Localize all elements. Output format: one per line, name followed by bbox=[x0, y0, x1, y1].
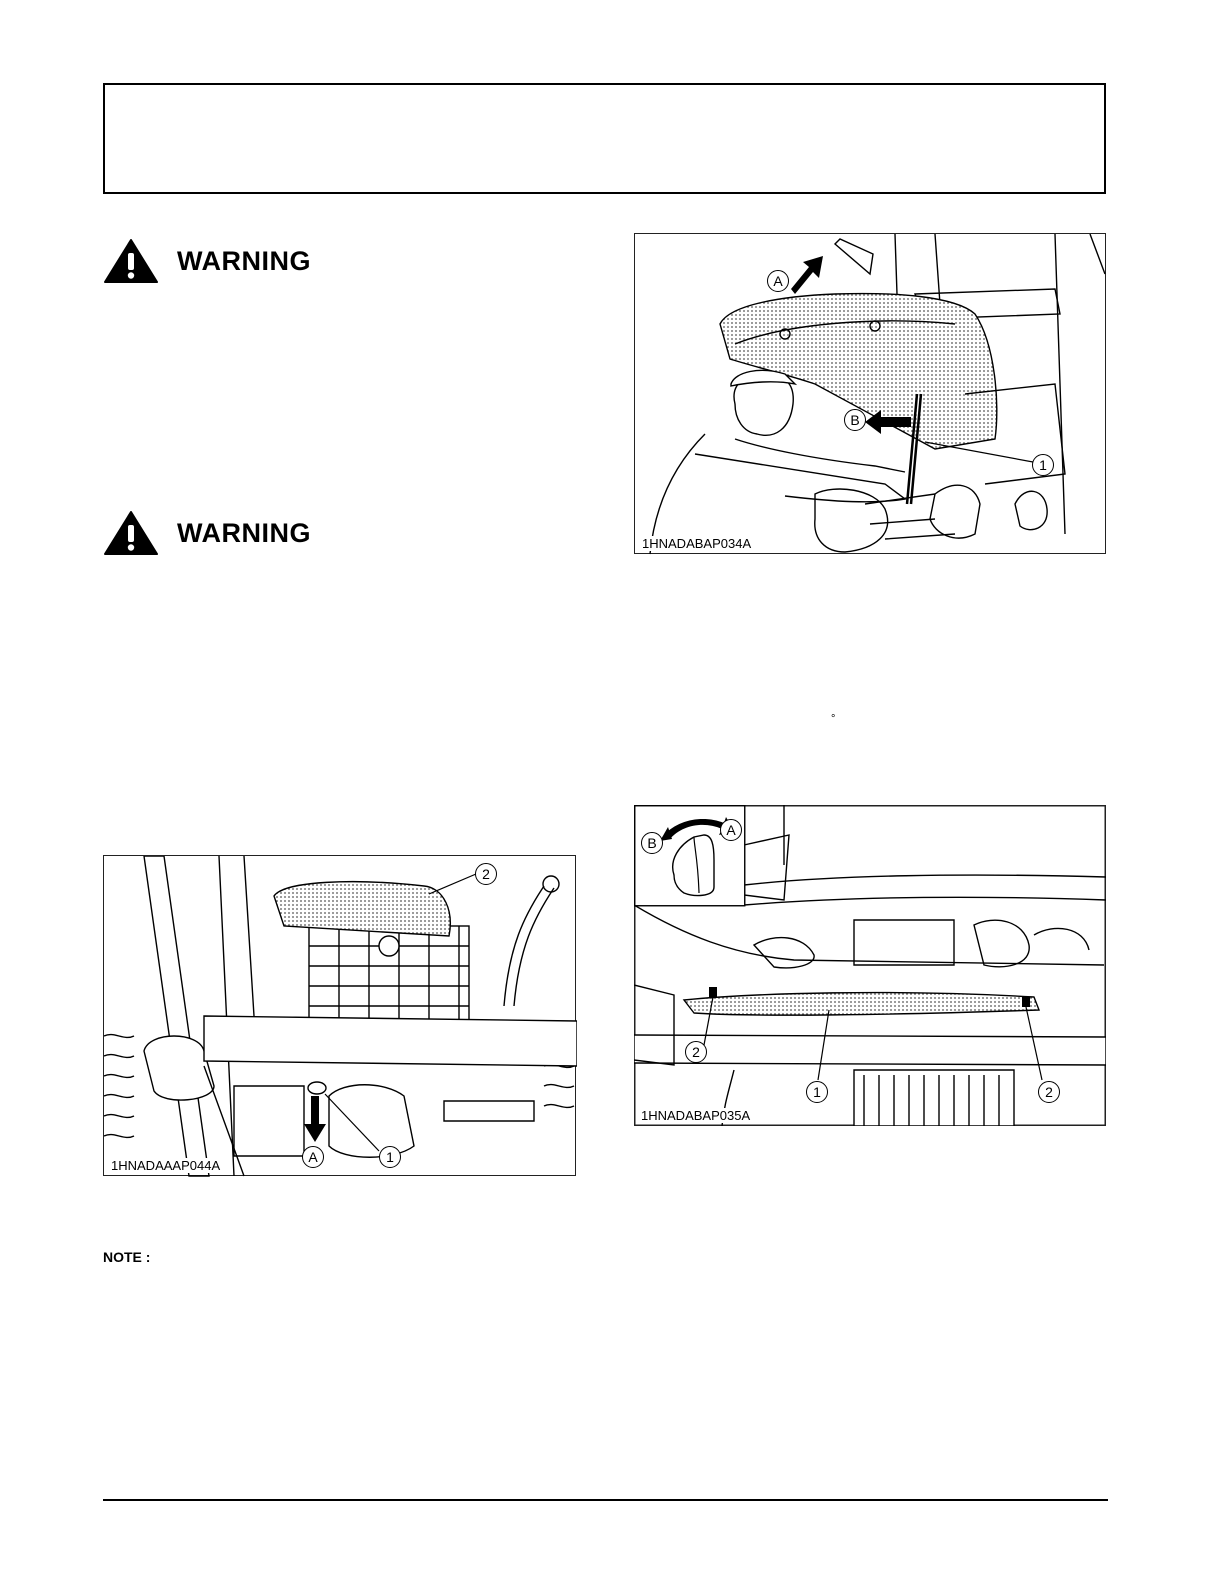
warning-triangle-icon bbox=[103, 238, 159, 284]
figure-id: 1HNADABAP035A bbox=[638, 1108, 753, 1123]
warning-triangle-icon bbox=[103, 510, 159, 556]
figure-undercover bbox=[634, 805, 1106, 1126]
callout-a: A bbox=[720, 819, 742, 841]
figure-hood-open bbox=[634, 233, 1106, 554]
callout-b: B bbox=[844, 409, 866, 431]
callout-2: 2 bbox=[475, 863, 497, 885]
header-box bbox=[103, 83, 1106, 194]
callout-1: 1 bbox=[806, 1081, 828, 1103]
note-label: NOTE : bbox=[103, 1249, 151, 1265]
warning-block-1 bbox=[103, 236, 311, 286]
callout-2-left: 2 bbox=[685, 1041, 707, 1063]
callout-b: B bbox=[641, 832, 663, 854]
callout-1: 1 bbox=[379, 1146, 401, 1168]
undercover-illustration bbox=[634, 805, 1106, 1126]
engine-front-illustration bbox=[104, 856, 577, 1177]
footer-rule bbox=[103, 1499, 1108, 1501]
warning-label: WARNING bbox=[177, 517, 311, 548]
figure-id: 1HNADABAP034A bbox=[639, 536, 754, 551]
degree-mark: ° bbox=[831, 713, 836, 725]
callout-a: A bbox=[302, 1146, 324, 1168]
warning-label: WARNING bbox=[177, 245, 311, 276]
callout-a: A bbox=[767, 270, 789, 292]
figure-engine-front bbox=[103, 855, 576, 1176]
hood-open-illustration bbox=[635, 234, 1107, 555]
figure-id: 1HNADAAAP044A bbox=[108, 1158, 223, 1173]
warning-block-2 bbox=[103, 508, 311, 558]
callout-1: 1 bbox=[1032, 454, 1054, 476]
callout-2-right: 2 bbox=[1038, 1081, 1060, 1103]
